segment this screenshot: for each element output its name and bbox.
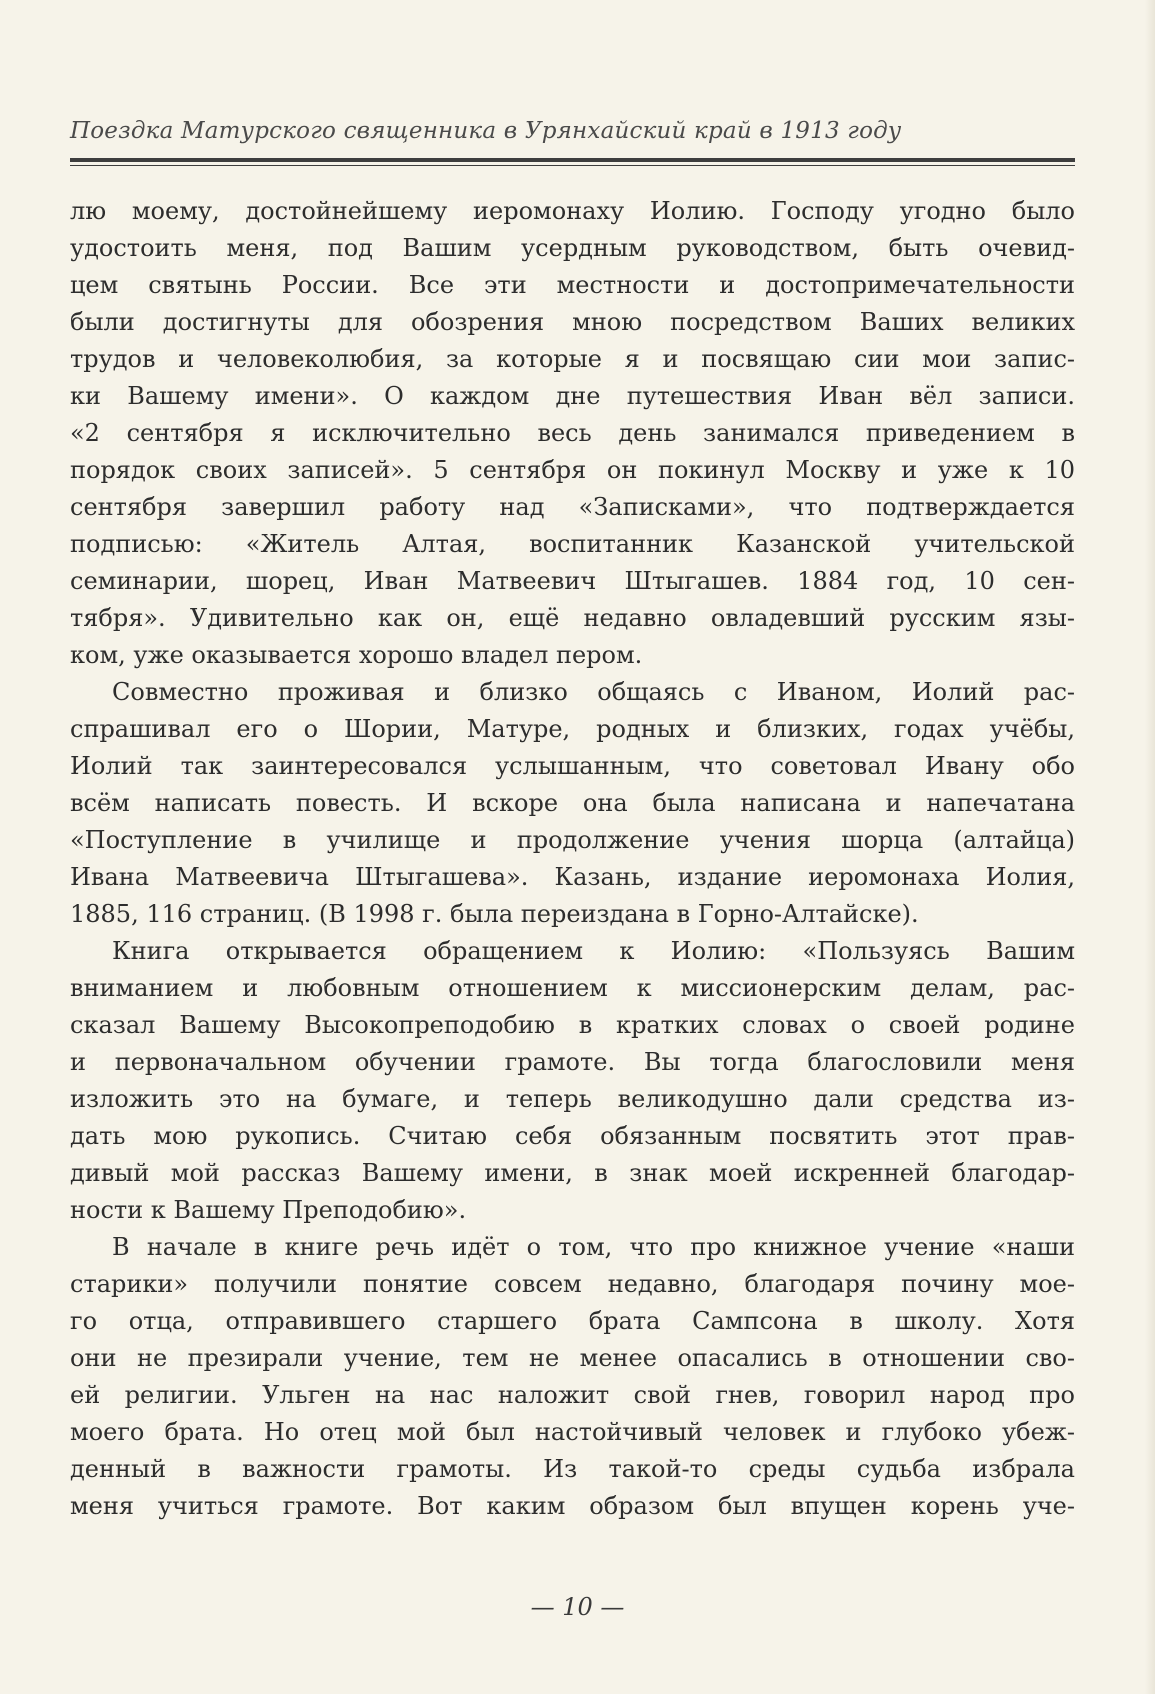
text-line: лю моему, достойнейшему иеромонаху Иолию. Господу угодно было — [70, 197, 1075, 225]
text-line: «2 сентября я исключительно весь день занимался приведением в — [70, 419, 1075, 447]
text-line: Совместно проживая и близко общаясь с Иваном, Иолий рас- — [112, 678, 1075, 706]
text-line: вниманием и любовным отношением к миссионерским делам, рас- — [70, 974, 1075, 1002]
text-line: всём написать повесть. И вскоре она была написана и напечатана — [70, 789, 1075, 817]
page-edge-shadow — [1145, 0, 1155, 1694]
paragraph-1 — [70, 193, 1075, 674]
header-rule-thin — [70, 165, 1075, 166]
text-line: меня учиться грамоте. Вот каким образом был впущен корень уче- — [70, 1492, 1075, 1520]
text-line: В начале в книге речь идёт о том, что про книжное учение «наши — [112, 1233, 1075, 1261]
text-line: семинарии, шорец, Иван Матвеевич Штыгашев. 1884 год, 10 сен- — [70, 567, 1075, 595]
text-line: ки Вашему имени». О каждом дне путешествия Иван вёл записи. — [70, 382, 1075, 410]
text-line: были достигнуты для обозрения мною посредством Ваших великих — [70, 308, 1075, 336]
text-line: «Поступление в училище и продолжение учения шорца (алтайца) — [70, 826, 1075, 854]
paragraph-2 — [70, 674, 1075, 933]
text-line: го отца, отправившего старшего брата Сампсона в школу. Хотя — [70, 1307, 1075, 1335]
text-line: Иолий так заинтересовался услышанным, что советовал Ивану обо — [70, 752, 1075, 780]
text-line: удостоить меня, под Вашим усердным руководством, быть очевид- — [70, 234, 1075, 262]
text-line: подписью: «Житель Алтая, воспитанник Казанской учительской — [70, 530, 1075, 558]
text-line: и первоначальном обучении грамоте. Вы тогда благословили меня — [70, 1048, 1075, 1076]
text-line: они не презирали учение, тем не менее опасались в отношении сво- — [70, 1344, 1075, 1372]
text-line: старики» получили понятие совсем недавно, благодаря почину мое- — [70, 1270, 1075, 1298]
header-rule-thick — [70, 158, 1075, 162]
page-number: — 10 — — [530, 1593, 625, 1621]
body-text — [70, 193, 1075, 1525]
text-line: ности к Вашему Преподобию». — [70, 1196, 467, 1224]
text-line: моего брата. Но отец мой был настойчивый человек и глубоко убеж- — [70, 1418, 1075, 1446]
text-line: Ивана Матвеевича Штыгашева». Казань, издание иеромонаха Иолия, — [70, 863, 1075, 891]
paragraph-4 — [70, 1229, 1075, 1525]
text-line: порядок своих записей». 5 сентября он покинул Москву и уже к 10 — [70, 456, 1075, 484]
text-line: цем святынь России. Все эти местности и достопримечательности — [70, 271, 1075, 299]
text-line: ей религии. Ульген на нас наложит свой гнев, говорил народ про — [70, 1381, 1075, 1409]
paragraph-3 — [70, 933, 1075, 1229]
text-line: сказал Вашему Высокопреподобию в кратких словах о своей родине — [70, 1011, 1075, 1039]
text-line: трудов и человеколюбия, за которые я и посвящаю сии мои запис- — [70, 345, 1075, 373]
text-line: изложить это на бумаге, и теперь великодушно дали средства из- — [70, 1085, 1075, 1113]
text-line: ком, уже оказывается хорошо владел пером. — [70, 641, 643, 669]
running-header-title: Поездка Матурского священника в Урянхайский край в 1913 году — [70, 118, 902, 144]
text-line: денный в важности грамоты. Из такой-то среды судьба избрала — [70, 1455, 1075, 1483]
text-line: дивый мой рассказ Вашему имени, в знак моей искренней благодар- — [70, 1159, 1075, 1187]
text-line: дать мою рукопись. Считаю себя обязанным посвятить этот прав- — [70, 1122, 1075, 1150]
text-line: 1885, 116 страниц. (В 1998 г. была переиздана в Горно-Алтайске). — [70, 900, 919, 928]
text-line: спрашивал его о Шории, Матуре, родных и близких, годах учёбы, — [70, 715, 1075, 743]
text-line: Книга открывается обращением к Иолию: «Пользуясь Вашим — [112, 937, 1075, 965]
text-line: тября». Удивительно как он, ещё недавно овладевший русским язы- — [70, 604, 1075, 632]
text-line: сентября завершил работу над «Записками», что подтверждается — [70, 493, 1075, 521]
